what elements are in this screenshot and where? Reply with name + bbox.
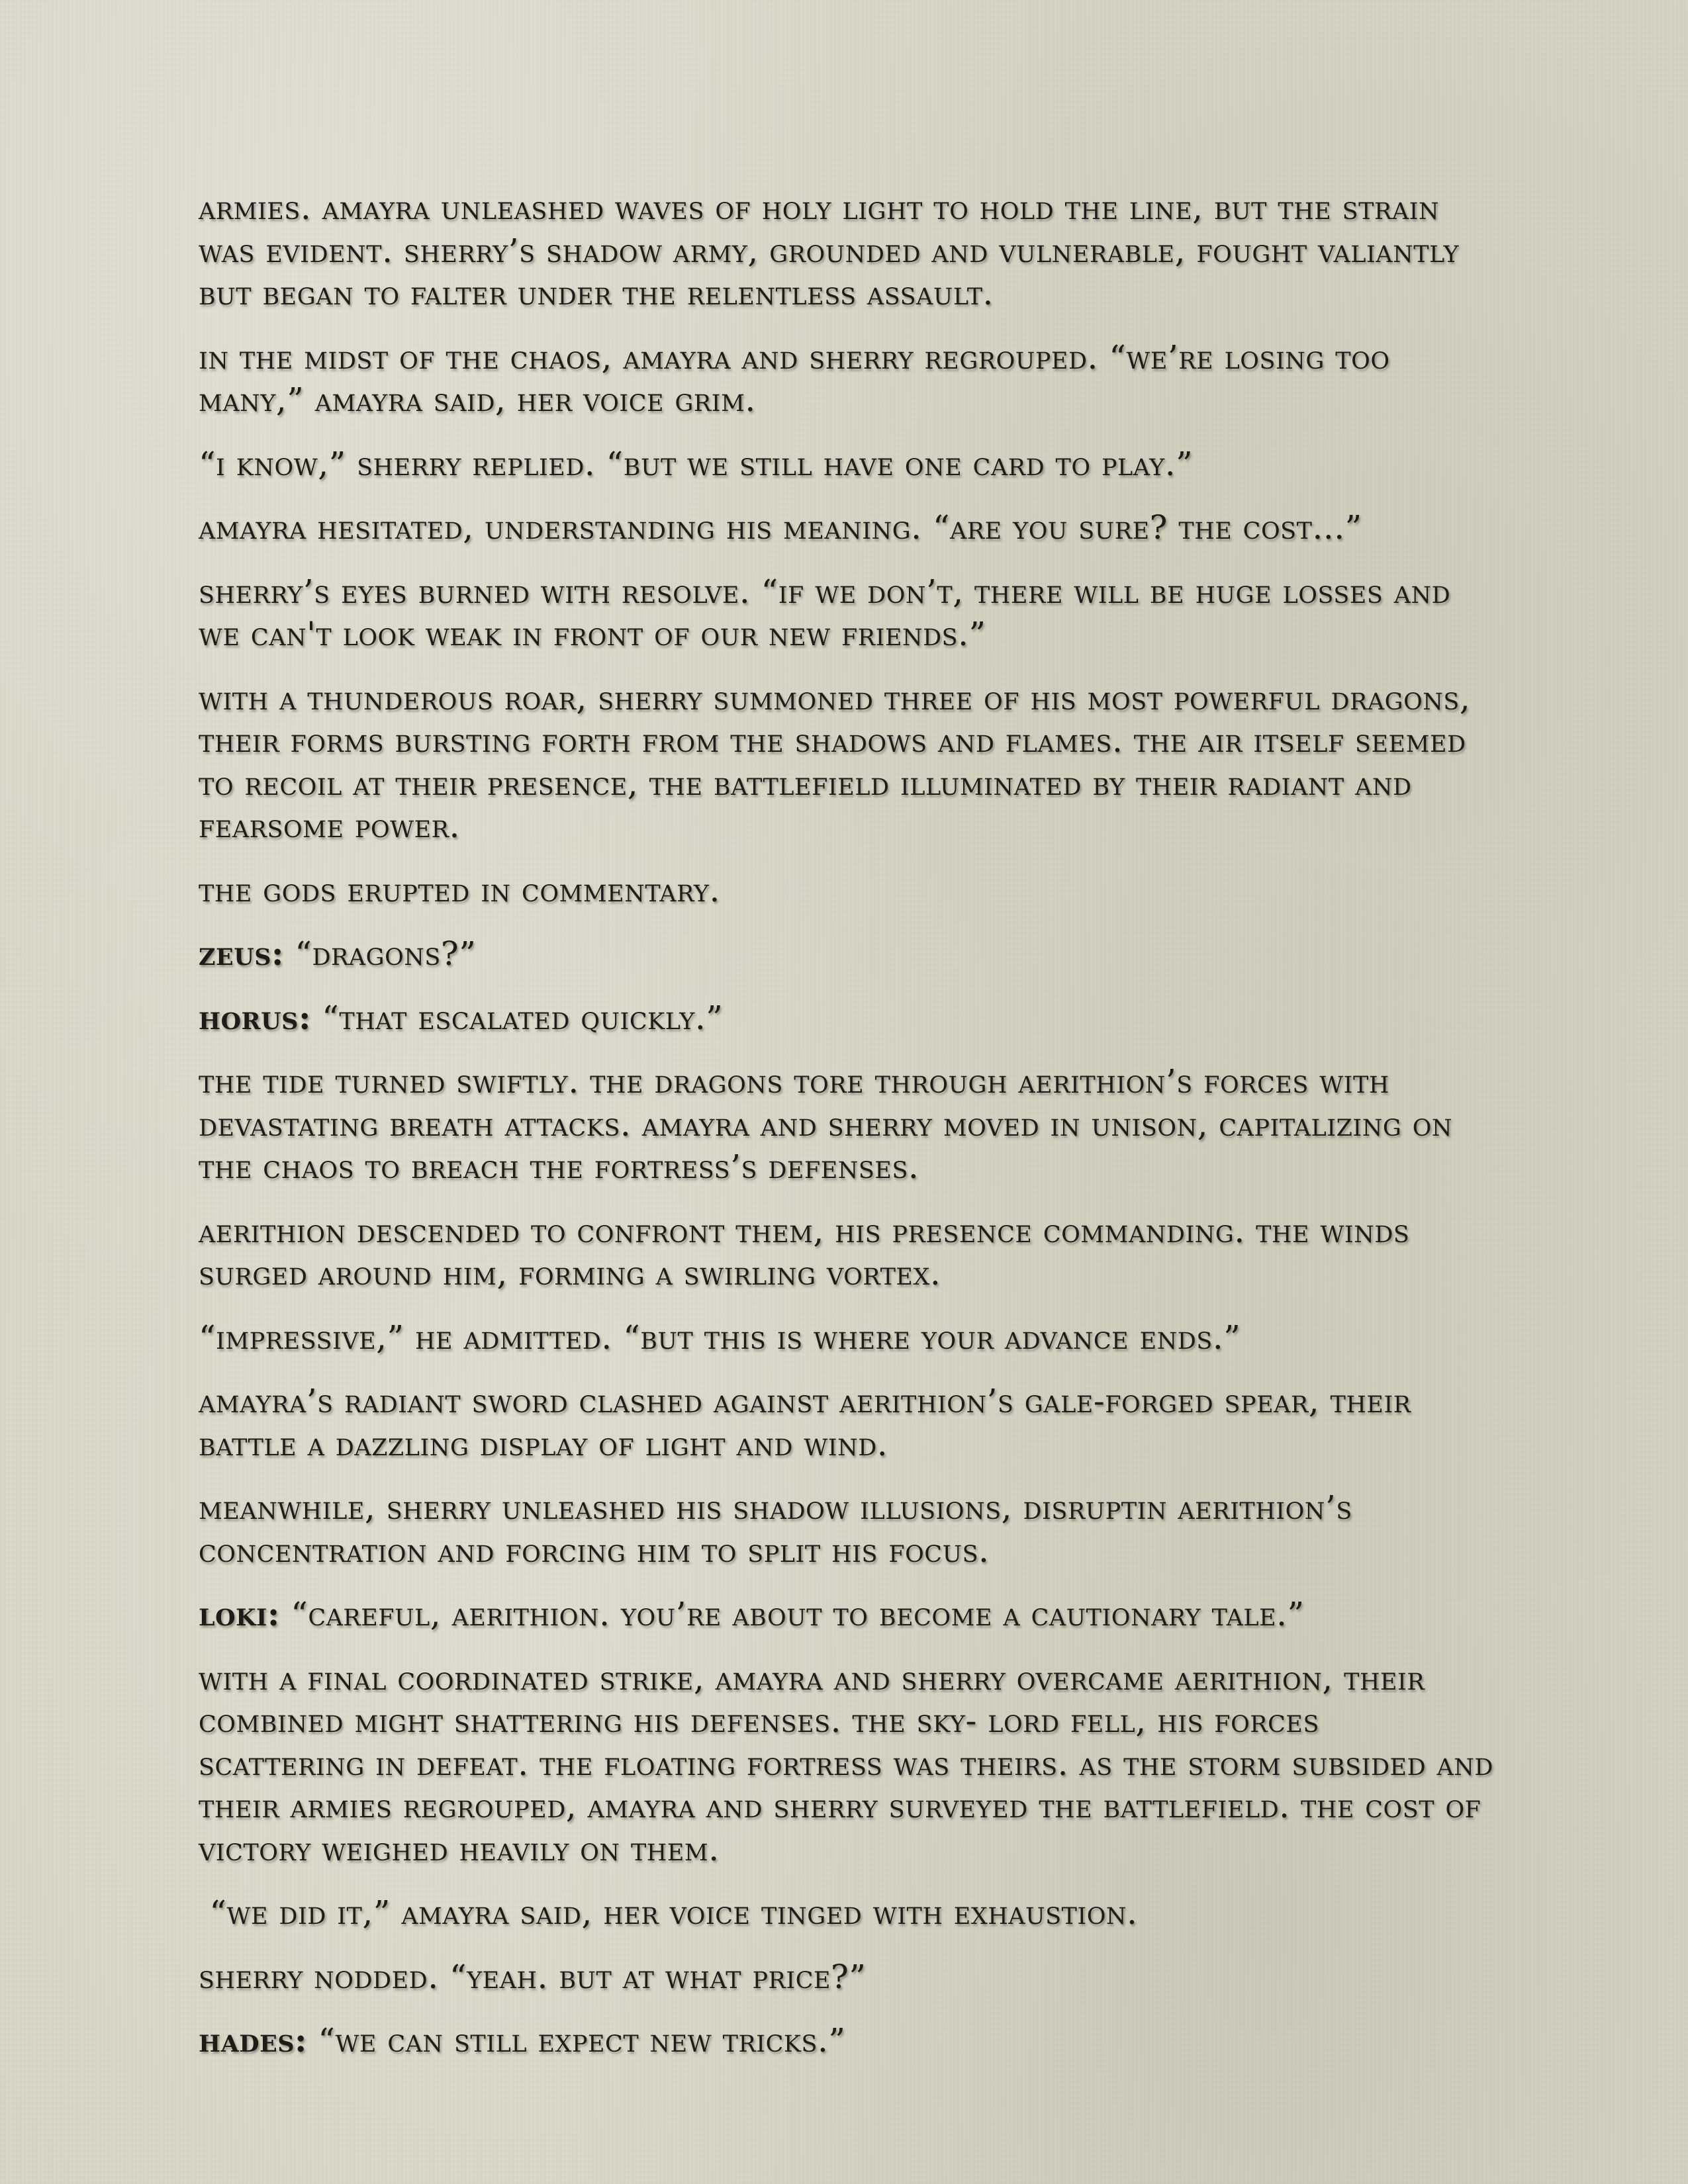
paragraph-5 bbox=[199, 570, 1496, 656]
paragraph-1 bbox=[199, 187, 1496, 315]
dialogue-horus bbox=[199, 997, 1496, 1040]
paragraph-13 bbox=[199, 1380, 1496, 1465]
paragraph-text: sherry’s eyes burned with resolve. “if we don’t, there will be huge losses and we can't look weak in front of our new friends.” bbox=[199, 572, 1451, 653]
paragraph-text: “impressive,” he admitted. “but this is where your advance ends.” bbox=[199, 1318, 1241, 1357]
paragraph-text: the tide turned swiftly. the dragons tore through aerithion’s forces with devastating breath attacks. amayra and sherry moved in unison, capitalizing on the chaos to breach the fortress’s defenses. bbox=[199, 1062, 1453, 1186]
dialogue-zeus bbox=[199, 933, 1496, 976]
paragraph-text: with a thunderous roar, sherry summoned three of his most powerful dragons, their forms bursting forth from the shadows and flames. the air itself seemed to recoil at their presence, the battlefield illuminated by their radiant and fearsome power. bbox=[199, 678, 1471, 845]
paragraph-text: the gods erupted in commentary. bbox=[199, 870, 720, 909]
speaker-name: hades: bbox=[199, 2021, 307, 2060]
paragraph-7 bbox=[199, 869, 1496, 912]
paragraph-text: “i know,” sherry replied. “but we still have one card to play.” bbox=[199, 444, 1194, 483]
paragraph-text: “we did it,” amayra said, her voice tinged with exhaustion. bbox=[199, 1893, 1138, 1932]
paragraph-11 bbox=[199, 1210, 1496, 1295]
paragraph-text: with a final coordinated strike, amayra and sherry overcame aerithion, their combined might shattering his defenses. the sky- lord fell, his forces scattering in defeat. the floating fortress was theirs. as the storm subsided and their armies regrouped, amayra and sherry surveyed the battlefield. the cost of victory weighed heavily on them. bbox=[199, 1659, 1493, 1868]
dialogue-text: “careful, aerithion. you’re about to become a cautionary tale.” bbox=[279, 1595, 1305, 1633]
paragraph-2 bbox=[199, 336, 1496, 422]
paragraph-3 bbox=[199, 443, 1496, 486]
paragraph-17 bbox=[199, 1891, 1496, 1934]
dialogue-text: “that escalated quickly.” bbox=[310, 998, 724, 1037]
document-page bbox=[199, 187, 1496, 2083]
paragraph-16 bbox=[199, 1657, 1496, 1871]
dialogue-text: “we can still expect new tricks.” bbox=[307, 2021, 846, 2060]
speaker-name: zeus: bbox=[199, 934, 284, 973]
paragraph-text: armies. amayra unleashed waves of holy light to hold the line, but the strain was evident. sherry’s shadow army, grounded and vulnerable, fought valiantly but began to falter under the relentless assault. bbox=[199, 189, 1460, 312]
paragraph-text: amayra’s radiant sword clashed against aerithion’s gale-forged spear, their battle a dazzling display of light and wind. bbox=[199, 1382, 1411, 1463]
paragraph-6 bbox=[199, 677, 1496, 848]
dialogue-hades bbox=[199, 2019, 1496, 2062]
paragraph-14 bbox=[199, 1486, 1496, 1572]
dialogue-text: “dragons?” bbox=[283, 934, 477, 973]
speaker-name: loki: bbox=[199, 1594, 280, 1633]
paragraph-10 bbox=[199, 1060, 1496, 1189]
paragraph-text: aerithion descended to confront them, his presence commanding. the winds surged around him, forming a swirling vortex. bbox=[199, 1211, 1410, 1293]
paragraph-4 bbox=[199, 506, 1496, 549]
paragraph-18 bbox=[199, 1956, 1496, 1999]
dialogue-loki bbox=[199, 1593, 1496, 1636]
paragraph-12 bbox=[199, 1316, 1496, 1359]
paragraph-text: meanwhile, sherry unleashed his shadow illusions, disruptin aerithion’s concentration and forcing him to split his focus. bbox=[199, 1488, 1352, 1570]
speaker-name: horus: bbox=[199, 997, 311, 1037]
paragraph-text: amayra hesitated, understanding his meaning. “are you sure? the cost...” bbox=[199, 508, 1362, 547]
paragraph-text: sherry nodded. “yeah. but at what price?” bbox=[199, 1957, 867, 1996]
paragraph-text: in the midst of the chaos, amayra and sherry regrouped. “we’re losing too many,” amayra said, her voice grim. bbox=[199, 338, 1390, 419]
